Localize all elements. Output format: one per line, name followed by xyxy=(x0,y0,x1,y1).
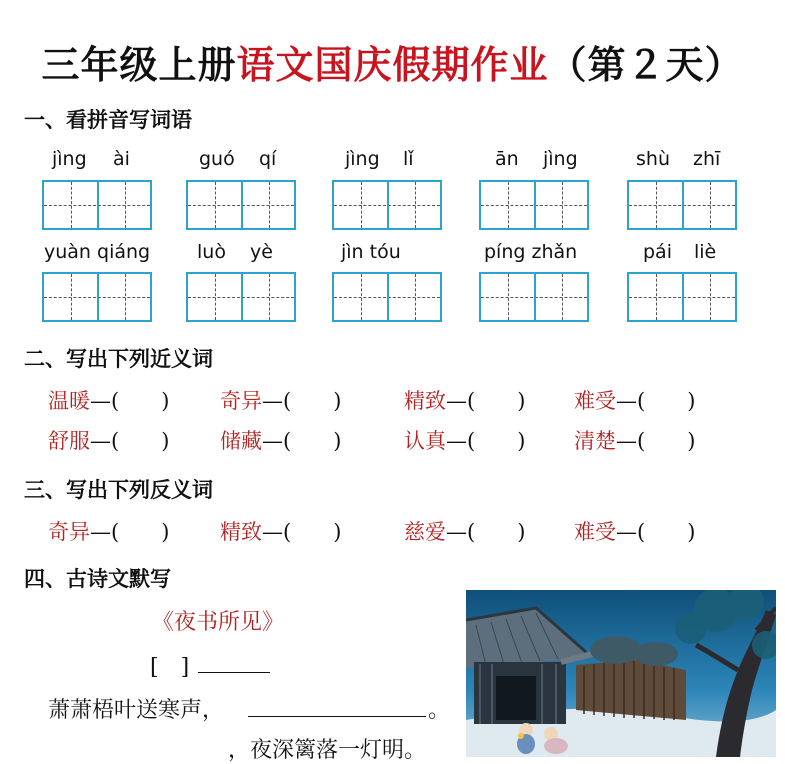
pinyin: qí xyxy=(259,148,277,170)
answer-blank[interactable]: —( ) xyxy=(616,429,696,453)
illustration-svg xyxy=(466,590,776,757)
synonym-item xyxy=(220,425,341,455)
author-brackets: [ ] xyxy=(150,655,190,680)
word: 慈爱 xyxy=(404,520,446,544)
pinyin: liè xyxy=(694,241,717,263)
writing-grid[interactable] xyxy=(42,180,152,230)
pinyin: jìng xyxy=(543,148,578,170)
synonym-item xyxy=(574,425,695,455)
night-scene-illustration xyxy=(466,590,776,757)
section3-heading: 三、写出下列反义词 xyxy=(24,478,213,502)
title-subject: 语文国庆假期作业 xyxy=(236,43,549,87)
writing-grid[interactable] xyxy=(42,272,152,322)
antonym-item xyxy=(220,516,341,546)
answer-blank[interactable]: —( ) xyxy=(446,520,526,544)
antonym-item xyxy=(48,516,169,546)
synonym-item xyxy=(574,385,695,415)
writing-grid[interactable] xyxy=(479,272,589,322)
word: 难受 xyxy=(574,389,616,413)
writing-grid[interactable] xyxy=(627,272,737,322)
answer-blank[interactable]: —( ) xyxy=(446,429,526,453)
answer-blank[interactable]: —( ) xyxy=(616,520,696,544)
author-blank[interactable] xyxy=(198,672,270,673)
answer-blank[interactable]: —( ) xyxy=(616,389,696,413)
page-title xyxy=(0,34,785,89)
synonym-item xyxy=(48,385,169,415)
poem-line-1-end: 。 xyxy=(428,698,451,723)
poem-line-2: ，夜深篱落一灯明。 xyxy=(228,738,427,763)
pinyin: lǐ xyxy=(403,148,414,170)
word: 精致 xyxy=(220,520,262,544)
synonym-item xyxy=(220,385,341,415)
pinyin: ài xyxy=(113,148,130,170)
answer-blank[interactable]: —( ) xyxy=(90,389,170,413)
answer-blank[interactable]: —( ) xyxy=(262,429,342,453)
writing-grid[interactable] xyxy=(332,272,442,322)
answer-blank[interactable]: —( ) xyxy=(446,389,526,413)
synonym-item xyxy=(48,425,169,455)
word: 奇异 xyxy=(220,389,262,413)
word: 温暖 xyxy=(48,389,90,413)
word: 认真 xyxy=(404,429,446,453)
poem-line-1: 萧萧梧叶送寒声， xyxy=(48,698,225,723)
writing-grid[interactable] xyxy=(332,180,442,230)
writing-grid[interactable] xyxy=(186,180,296,230)
pinyin: jìn tóu xyxy=(341,241,401,263)
pinyin: yè xyxy=(250,241,273,263)
poem-title: 《夜书所见》 xyxy=(152,610,285,635)
pinyin: guó xyxy=(199,148,235,170)
pinyin: jìng xyxy=(52,148,87,170)
word: 难受 xyxy=(574,520,616,544)
poem-line-1-blank[interactable] xyxy=(248,716,426,717)
answer-blank[interactable]: —( ) xyxy=(262,520,342,544)
pinyin: luò xyxy=(197,241,226,263)
section4-heading: 四、古诗文默写 xyxy=(24,567,171,591)
word: 精致 xyxy=(404,389,446,413)
antonym-item xyxy=(404,516,525,546)
answer-blank[interactable]: —( ) xyxy=(90,429,170,453)
word: 储藏 xyxy=(220,429,262,453)
pinyin: zhī xyxy=(693,148,721,170)
answer-blank[interactable]: —( ) xyxy=(90,520,170,544)
writing-grid[interactable] xyxy=(186,272,296,322)
writing-grid[interactable] xyxy=(627,180,737,230)
writing-grid[interactable] xyxy=(479,180,589,230)
pinyin: jìng xyxy=(345,148,380,170)
synonym-item xyxy=(404,425,525,455)
pinyin: yuàn qiáng xyxy=(44,241,151,263)
word: 奇异 xyxy=(48,520,90,544)
title-day: （第２天） xyxy=(548,43,744,87)
section2-heading: 二、写出下列近义词 xyxy=(24,347,213,371)
answer-blank[interactable]: —( ) xyxy=(262,389,342,413)
pinyin: pái xyxy=(643,241,672,263)
pinyin: ān xyxy=(495,148,519,170)
title-grade: 三年级上册 xyxy=(41,43,237,87)
section1-heading: 一、看拼音写词语 xyxy=(24,108,192,132)
pinyin: píng zhǎn xyxy=(484,241,578,263)
pinyin: shù xyxy=(636,148,670,170)
word: 清楚 xyxy=(574,429,616,453)
antonym-item xyxy=(574,516,695,546)
synonym-item xyxy=(404,385,525,415)
word: 舒服 xyxy=(48,429,90,453)
